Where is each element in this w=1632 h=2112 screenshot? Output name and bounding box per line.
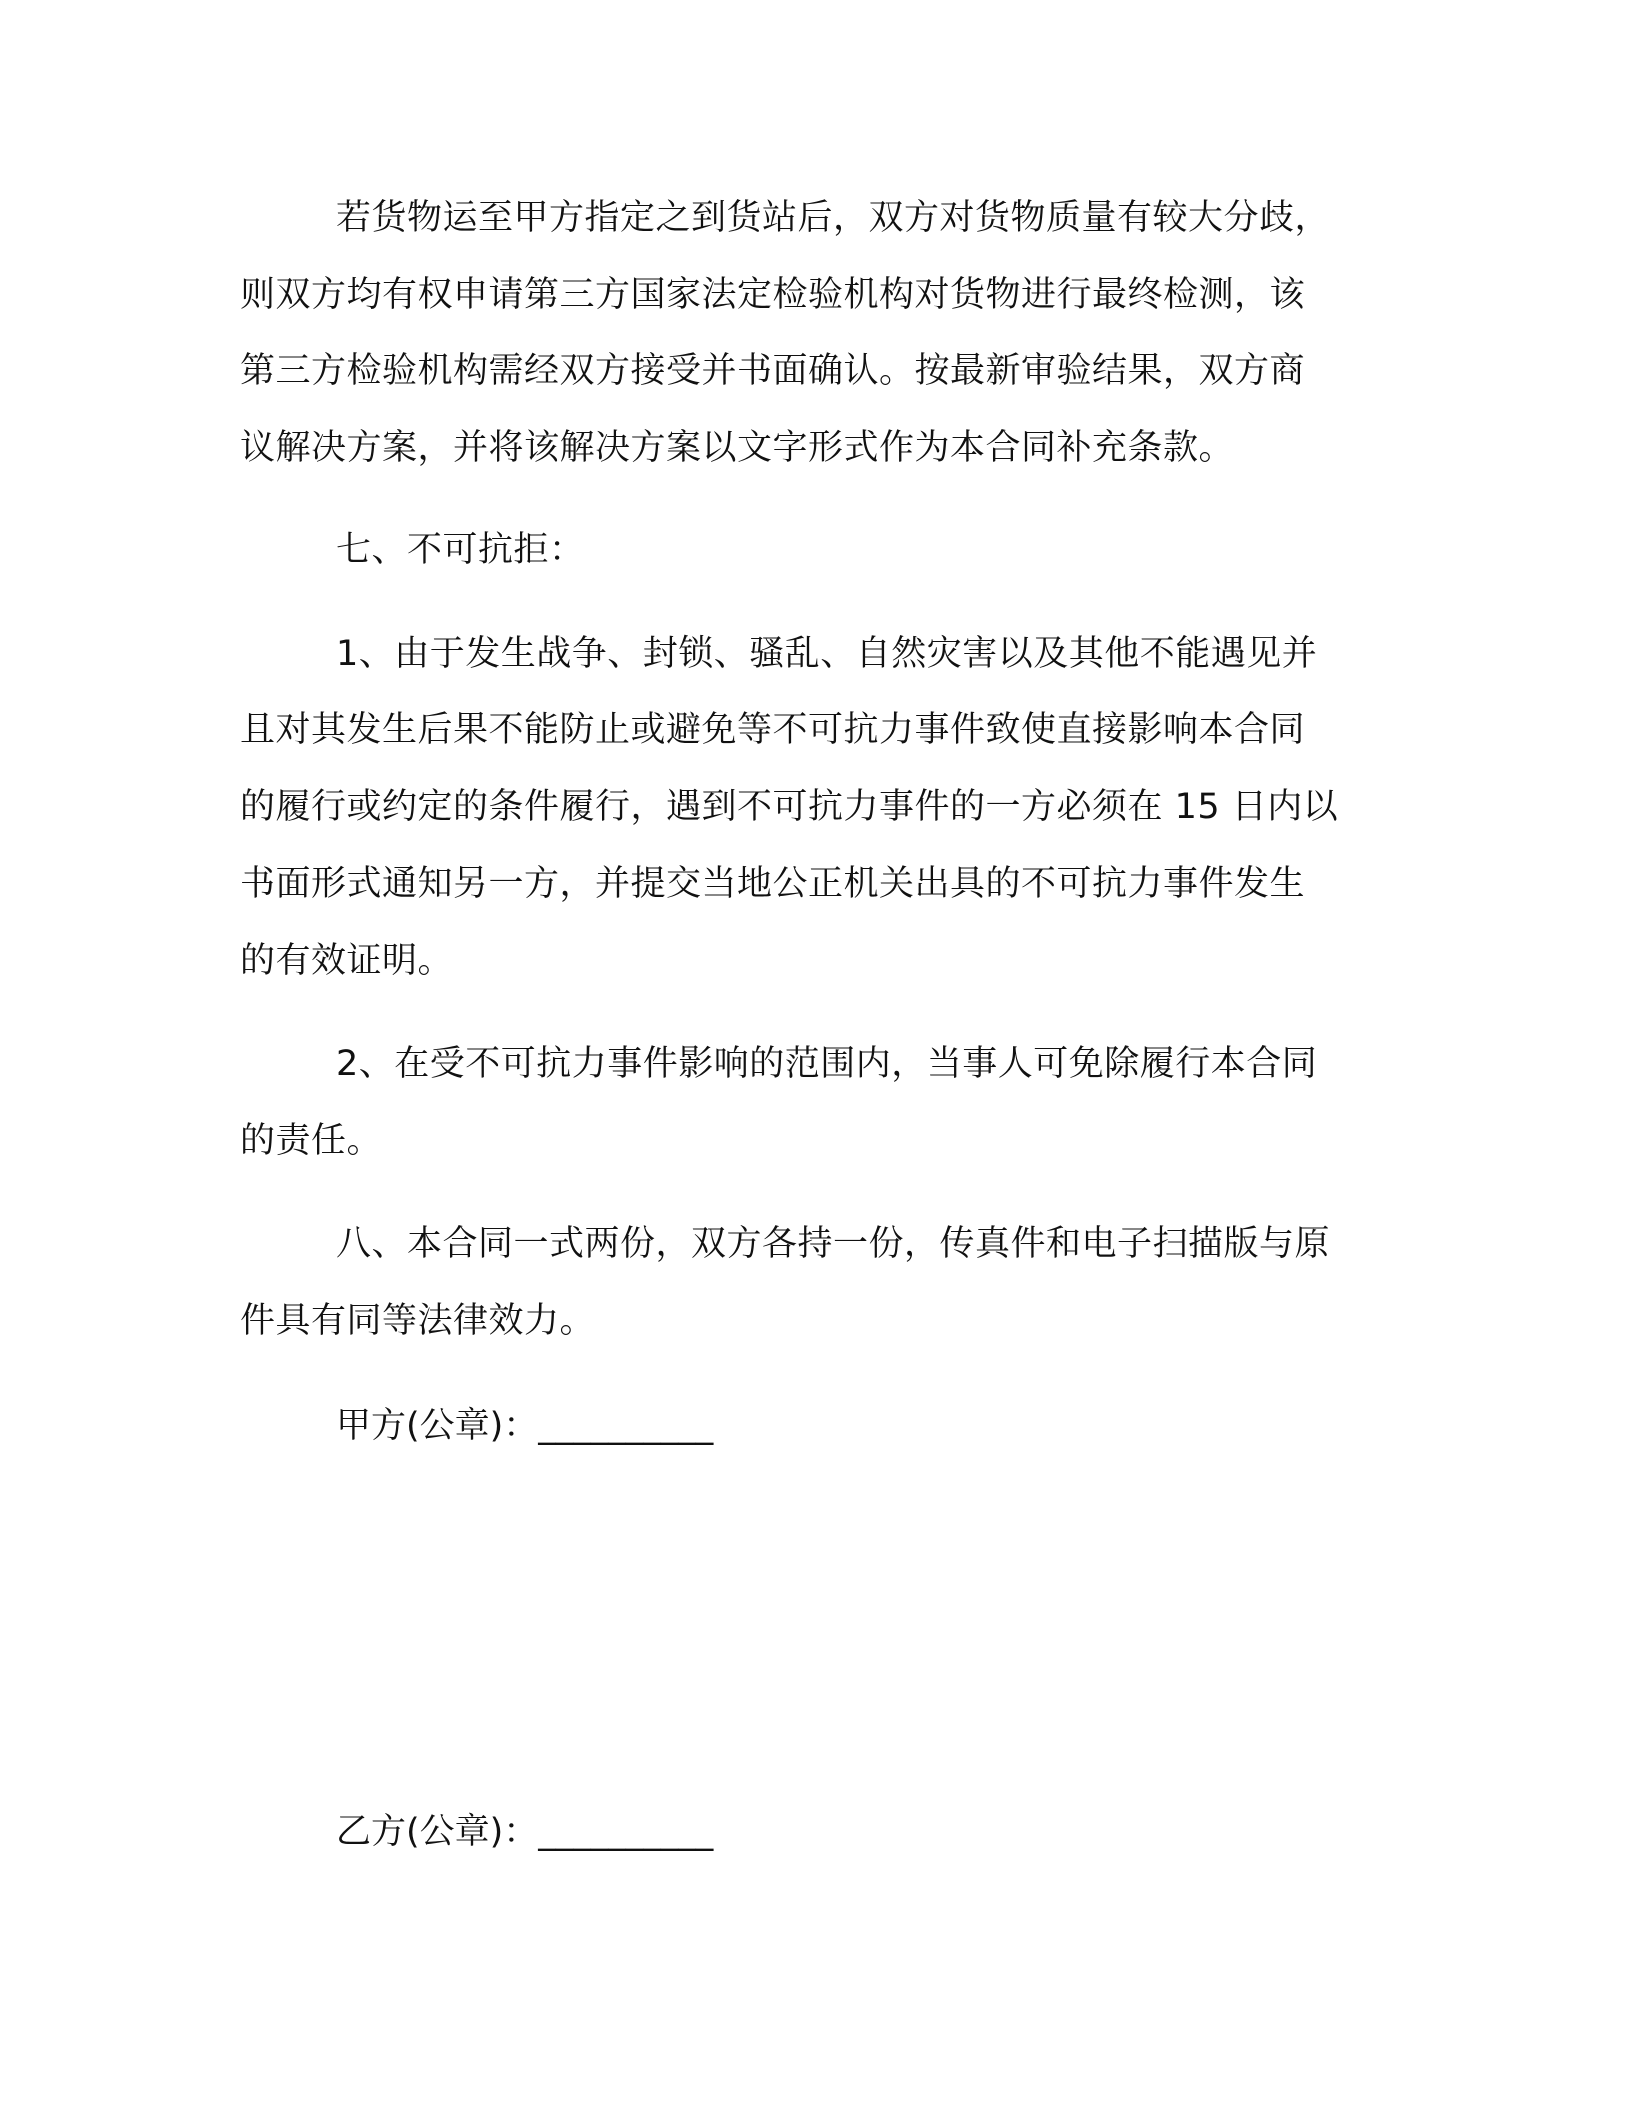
party-b-seal-line: 乙方(公章)：__________ [336, 1812, 714, 1852]
section-8-line-2: 件具有同等法律效力。 [240, 1301, 596, 1341]
section-7-heading: 七、不可抗拒： [336, 530, 585, 570]
clause-7-1-line-2: 且对其发生后果不能防止或避免等不可抗力事件致使直接影响本合同 [240, 710, 1306, 750]
clause-7-2-line-1: 2、在受不可抗力事件影响的范围内，当事人可免除履行本合同 [336, 1044, 1318, 1084]
paragraph-1-line-4: 议解决方案，并将该解决方案以文字形式作为本合同补充条款。 [240, 428, 1235, 468]
clause-7-2-line-2: 的责任。 [240, 1121, 383, 1161]
party-a-seal-line: 甲方(公章)：__________ [336, 1406, 714, 1446]
clause-7-1-line-4: 书面形式通知另一方，并提交当地公正机关出具的不可抗力事件发生 [240, 864, 1306, 904]
clause-7-1-line-1: 1、由于发生战争、封锁、骚乱、自然灾害以及其他不能遇见并 [336, 634, 1318, 674]
section-8-line-1: 八、本合同一式两份，双方各持一份，传真件和电子扫描版与原 [336, 1224, 1331, 1264]
paragraph-1-line-3: 第三方检验机构需经双方接受并书面确认。按最新审验结果，双方商 [240, 351, 1306, 391]
clause-7-1-line-3: 的履行或约定的条件履行，遇到不可抗力事件的一方必须在 15 日内以 [240, 787, 1339, 827]
paragraph-1-line-1: 若货物运至甲方指定之到货站后，双方对货物质量有较大分歧， [336, 198, 1331, 238]
clause-7-1-line-5: 的有效证明。 [240, 941, 454, 981]
paragraph-1-line-2: 则双方均有权申请第三方国家法定检验机构对货物进行最终检测，该 [240, 275, 1306, 315]
